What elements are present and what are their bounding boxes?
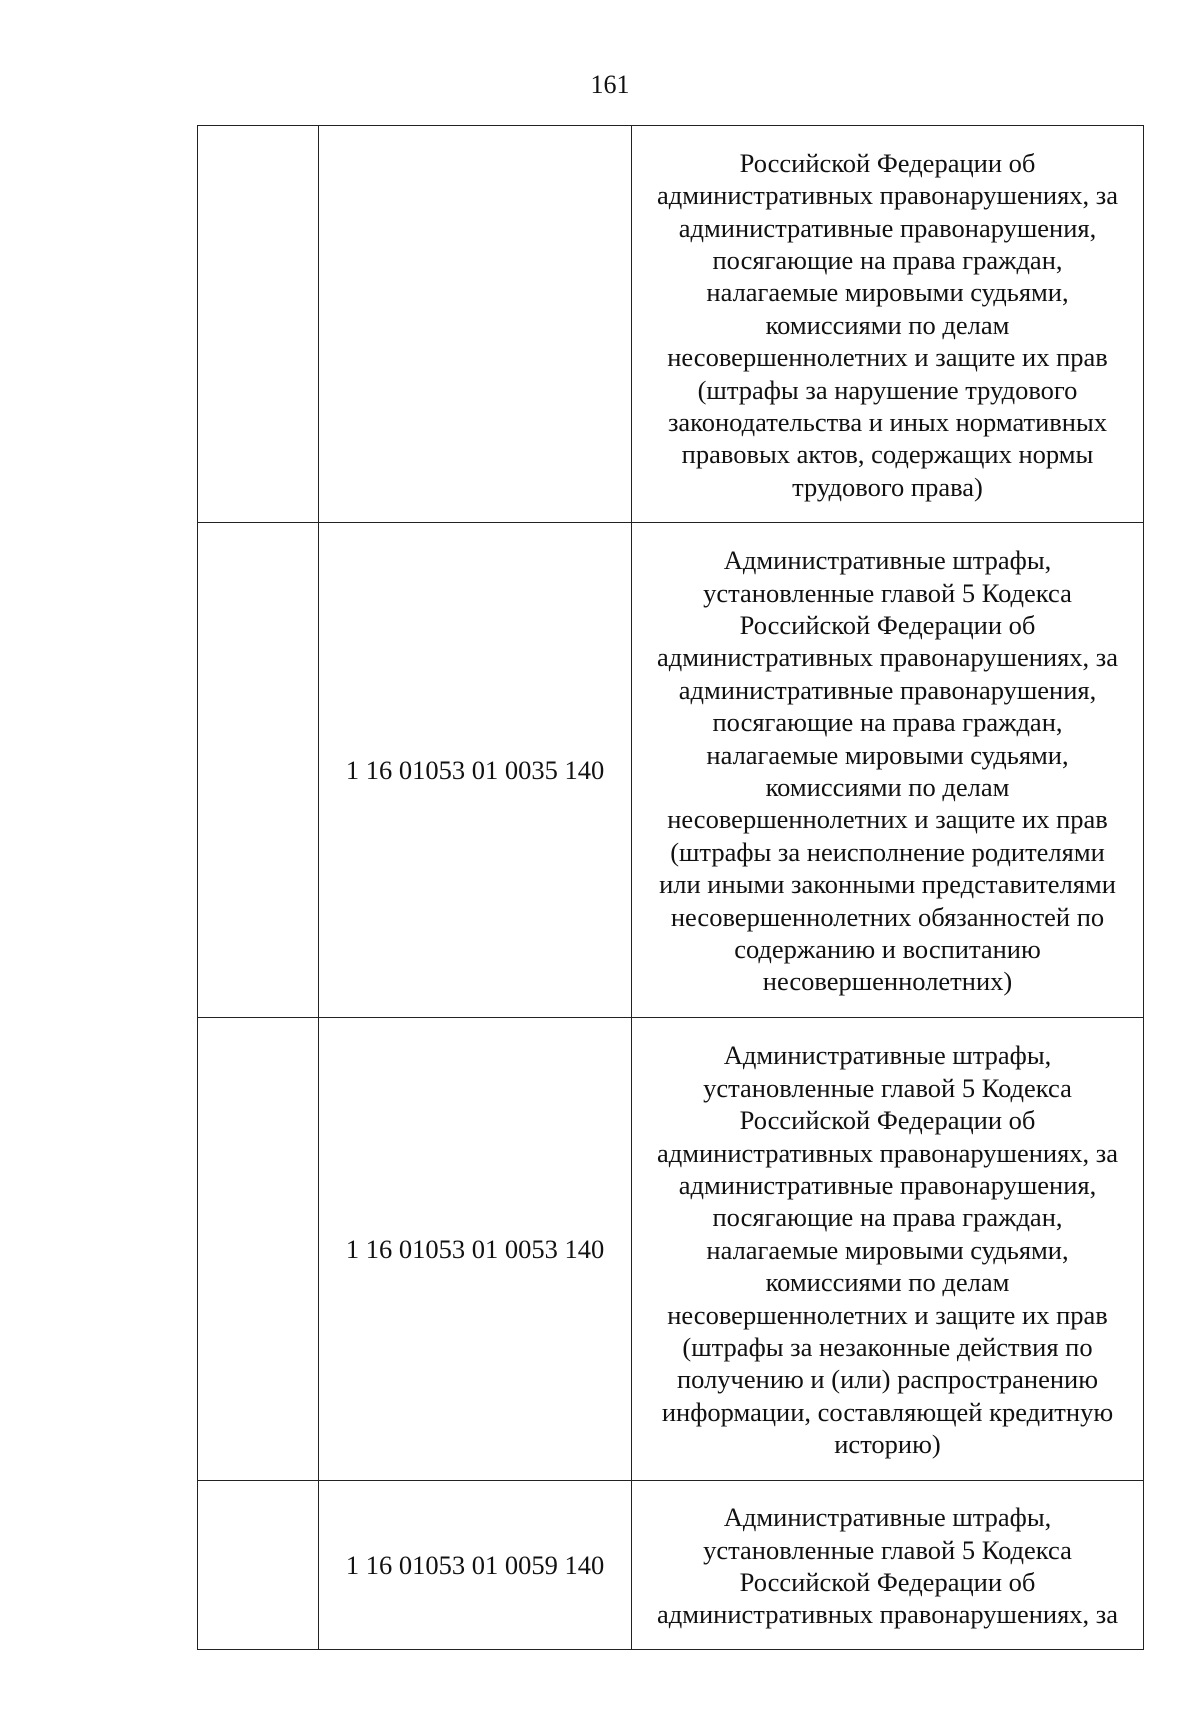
description-line: административных правонарушениях, за bbox=[656, 1599, 1118, 1630]
description-line: Административные штрафы, bbox=[723, 1040, 1052, 1071]
description-line: Административные штрафы, bbox=[723, 545, 1052, 576]
description-line: административных правонарушениях, за bbox=[656, 1137, 1118, 1168]
description-line: несовершеннолетних обязанностей по bbox=[670, 901, 1105, 932]
description-line: административные правонарушения, bbox=[678, 1169, 1097, 1200]
description-line: правовых актов, содержащих нормы bbox=[681, 439, 1094, 470]
description-line: получению и (или) распространению bbox=[677, 1364, 1098, 1395]
budget-code-table bbox=[197, 125, 1144, 1650]
description-line: трудового права) bbox=[792, 471, 983, 502]
description-line: (штрафы за незаконные действия по bbox=[682, 1332, 1093, 1363]
description-cell bbox=[632, 523, 1144, 1018]
description-line: установленные главой 5 Кодекса bbox=[703, 577, 1072, 608]
description-line: законодательства и иных нормативных bbox=[667, 407, 1108, 438]
description-cell bbox=[632, 1481, 1144, 1650]
budget-code-cell bbox=[319, 126, 632, 523]
description-line: Административные штрафы, bbox=[723, 1502, 1052, 1533]
description-line: посягающие на права граждан, bbox=[712, 707, 1063, 738]
admin-code-cell bbox=[198, 1018, 319, 1481]
description-cell bbox=[632, 126, 1144, 523]
page-number: 161 bbox=[590, 70, 630, 99]
description-line: историю) bbox=[834, 1429, 941, 1460]
description-line: (штрафы за нарушение трудового bbox=[697, 374, 1078, 405]
description-line: содержанию и воспитанию bbox=[734, 934, 1041, 965]
budget-code-cell: 1 16 01053 01 0059 140 bbox=[319, 1481, 632, 1650]
description-line: посягающие на права граждан, bbox=[712, 1202, 1063, 1233]
description-line: комиссиями по делам bbox=[765, 772, 1010, 802]
admin-code-cell bbox=[198, 126, 319, 523]
description-line: установленные главой 5 Кодекса bbox=[703, 1534, 1072, 1565]
table-row bbox=[198, 126, 1144, 523]
description-line: налагаемые мировыми судьями, bbox=[706, 739, 1069, 770]
description-line: (штрафы за неисполнение родителями bbox=[670, 836, 1105, 867]
description-line: несовершеннолетних и защите их прав bbox=[667, 342, 1108, 373]
description-line: комиссиями по делам bbox=[765, 309, 1010, 340]
description-line: установленные главой 5 Кодекса bbox=[703, 1072, 1072, 1103]
admin-code-cell bbox=[198, 523, 319, 1018]
table-row bbox=[198, 1018, 1144, 1481]
description-cell bbox=[632, 1018, 1144, 1481]
description-line: посягающие на права граждан, bbox=[712, 244, 1063, 275]
description-line: информации, составляющей кредитную bbox=[661, 1396, 1114, 1427]
table-row bbox=[198, 523, 1144, 1018]
description-line: Российской Федерации об bbox=[739, 147, 1036, 178]
description-line: Российской Федерации об bbox=[739, 1105, 1036, 1136]
description-line: административных правонарушениях, за bbox=[656, 642, 1118, 673]
table-row bbox=[198, 1481, 1144, 1650]
description-line: административных правонарушениях, за bbox=[656, 180, 1118, 211]
admin-code-cell bbox=[198, 1481, 319, 1650]
description-line: или иными законными представителями bbox=[659, 869, 1116, 900]
description-line: комиссиями по делам bbox=[765, 1267, 1010, 1298]
description-line: несовершеннолетних и защите их прав bbox=[667, 804, 1108, 835]
description-line: административные правонарушения, bbox=[678, 212, 1097, 243]
budget-code-cell: 1 16 01053 01 0035 140 bbox=[319, 523, 632, 1018]
description-line: несовершеннолетних и защите их прав bbox=[667, 1299, 1108, 1330]
description-line: налагаемые мировыми судьями, bbox=[706, 277, 1069, 308]
description-line: административные правонарушения, bbox=[678, 674, 1097, 705]
description-line: Российской Федерации об bbox=[739, 1567, 1036, 1597]
description-line: Российской Федерации об bbox=[739, 609, 1036, 640]
description-line: налагаемые мировыми судьями, bbox=[706, 1234, 1069, 1265]
description-line: несовершеннолетних) bbox=[762, 966, 1013, 997]
budget-code-cell: 1 16 01053 01 0053 140 bbox=[319, 1018, 632, 1481]
